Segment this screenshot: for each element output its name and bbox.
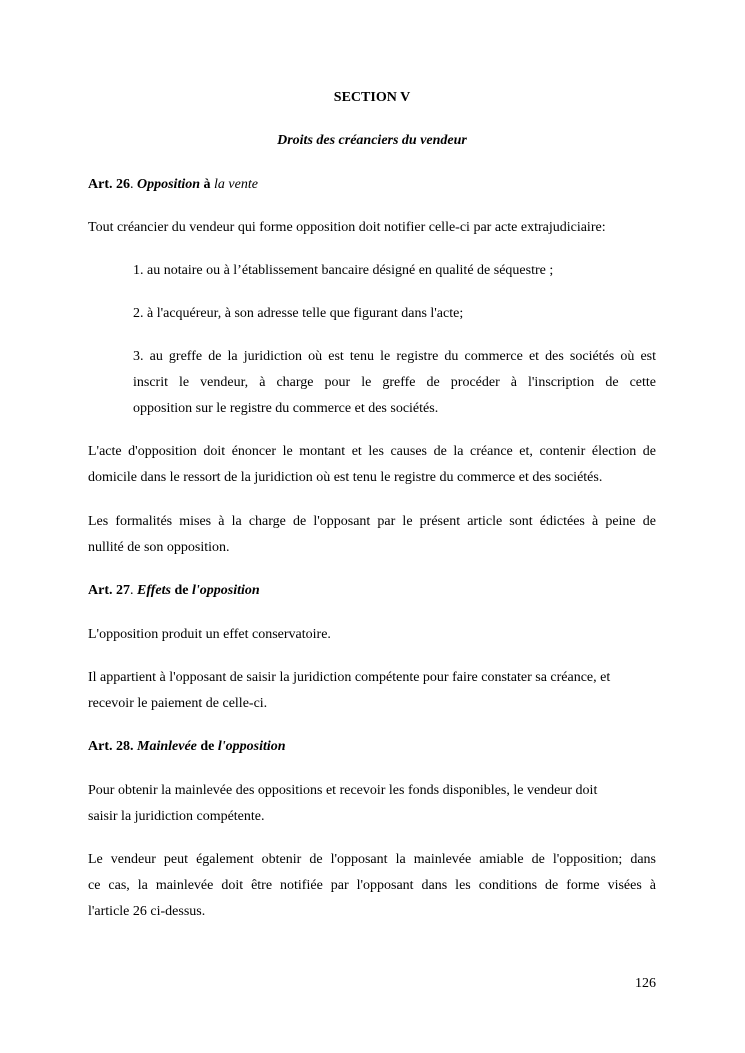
article-26-heading (88, 176, 258, 194)
article-26-para-3-line-1: Les formalités mises à la charge de l'opposant par le présent article sont édictées à peine de (88, 514, 656, 529)
article-28-title-b: de (196, 739, 218, 754)
section-subtitle: Droits des créanciers du vendeur (277, 133, 467, 148)
article-27-title-b: de (170, 583, 192, 598)
article-28-para-2-line-1: Le vendeur peut également obtenir de l'opposant la mainlevée amiable de l'opposition; dans (88, 852, 656, 867)
article-27-title-a: Effets (137, 583, 171, 598)
article-28-para-1-line-1: Pour obtenir la mainlevée des oppositions et recevoir les fonds disponibles, le vendeur doit (88, 783, 598, 798)
article-26-para-2-line-2: domicile dans le ressort de la juridiction où est tenu le registre du commerce et des sociétés. (88, 470, 603, 485)
article-26-intro: Tout créancier du vendeur qui forme opposition doit notifier celle-ci par acte extrajudiciaire: (88, 220, 606, 235)
article-26-title-a: Opposition (137, 177, 201, 192)
section-title: SECTION V (333, 90, 411, 105)
article-26-title-b: à (200, 177, 215, 192)
article-28-title-a: Mainlevée (137, 739, 197, 754)
article-27-label: Art. 27 (88, 583, 130, 598)
article-26-item-1: 1. au notaire ou à l’établissement bancaire désigné en qualité de séquestre ; (133, 263, 554, 278)
article-26-para-3-line-2: nullité de son opposition. (88, 540, 230, 555)
article-26-item-2: 2. à l'acquéreur, à son adresse telle que figurant dans l'acte; (133, 306, 464, 321)
article-27-para-1: L'opposition produit un effet conservatoire. (88, 627, 331, 642)
article-26-title-c: la vente (214, 177, 258, 192)
article-26-label: Art. 26 (88, 177, 130, 192)
article-27-heading (88, 582, 260, 600)
article-28-para-1-line-2: saisir la juridiction compétente. (88, 809, 265, 824)
article-26-item-3-line-3: opposition sur le registre du commerce et des sociétés. (133, 401, 439, 416)
article-27-dot: . (130, 583, 137, 598)
article-28-para-2-line-2: ce cas, la mainlevée doit être notifiée par l'opposant dans les conditions de forme visées à (88, 878, 656, 893)
article-27-para-2-line-1: Il appartient à l'opposant de saisir la juridiction compétente pour faire constater sa créance, et (88, 670, 611, 685)
article-26-para-2-line-1: L'acte d'opposition doit énoncer le montant et les causes de la créance et, contenir élection de (88, 444, 656, 459)
article-27-para-2-line-2: recevoir le paiement de celle-ci. (88, 696, 268, 711)
article-28-label: Art. 28. (88, 739, 134, 754)
article-28-title-c: l'opposition (217, 739, 286, 754)
article-26-dot: . (130, 177, 137, 192)
article-27-title-c: l'opposition (191, 583, 260, 598)
page-number: 126 (635, 976, 656, 991)
article-28-heading (88, 738, 286, 756)
article-26-item-3-line-1: 3. au greffe de la juridiction où est tenu le registre du commerce et des sociétés où est (133, 349, 656, 364)
article-28-para-2-line-3: l'article 26 ci-dessus. (88, 904, 206, 919)
article-26-item-3-line-2: inscrit le vendeur, à charge pour le greffe de procéder à l'inscription de cette (133, 375, 656, 390)
